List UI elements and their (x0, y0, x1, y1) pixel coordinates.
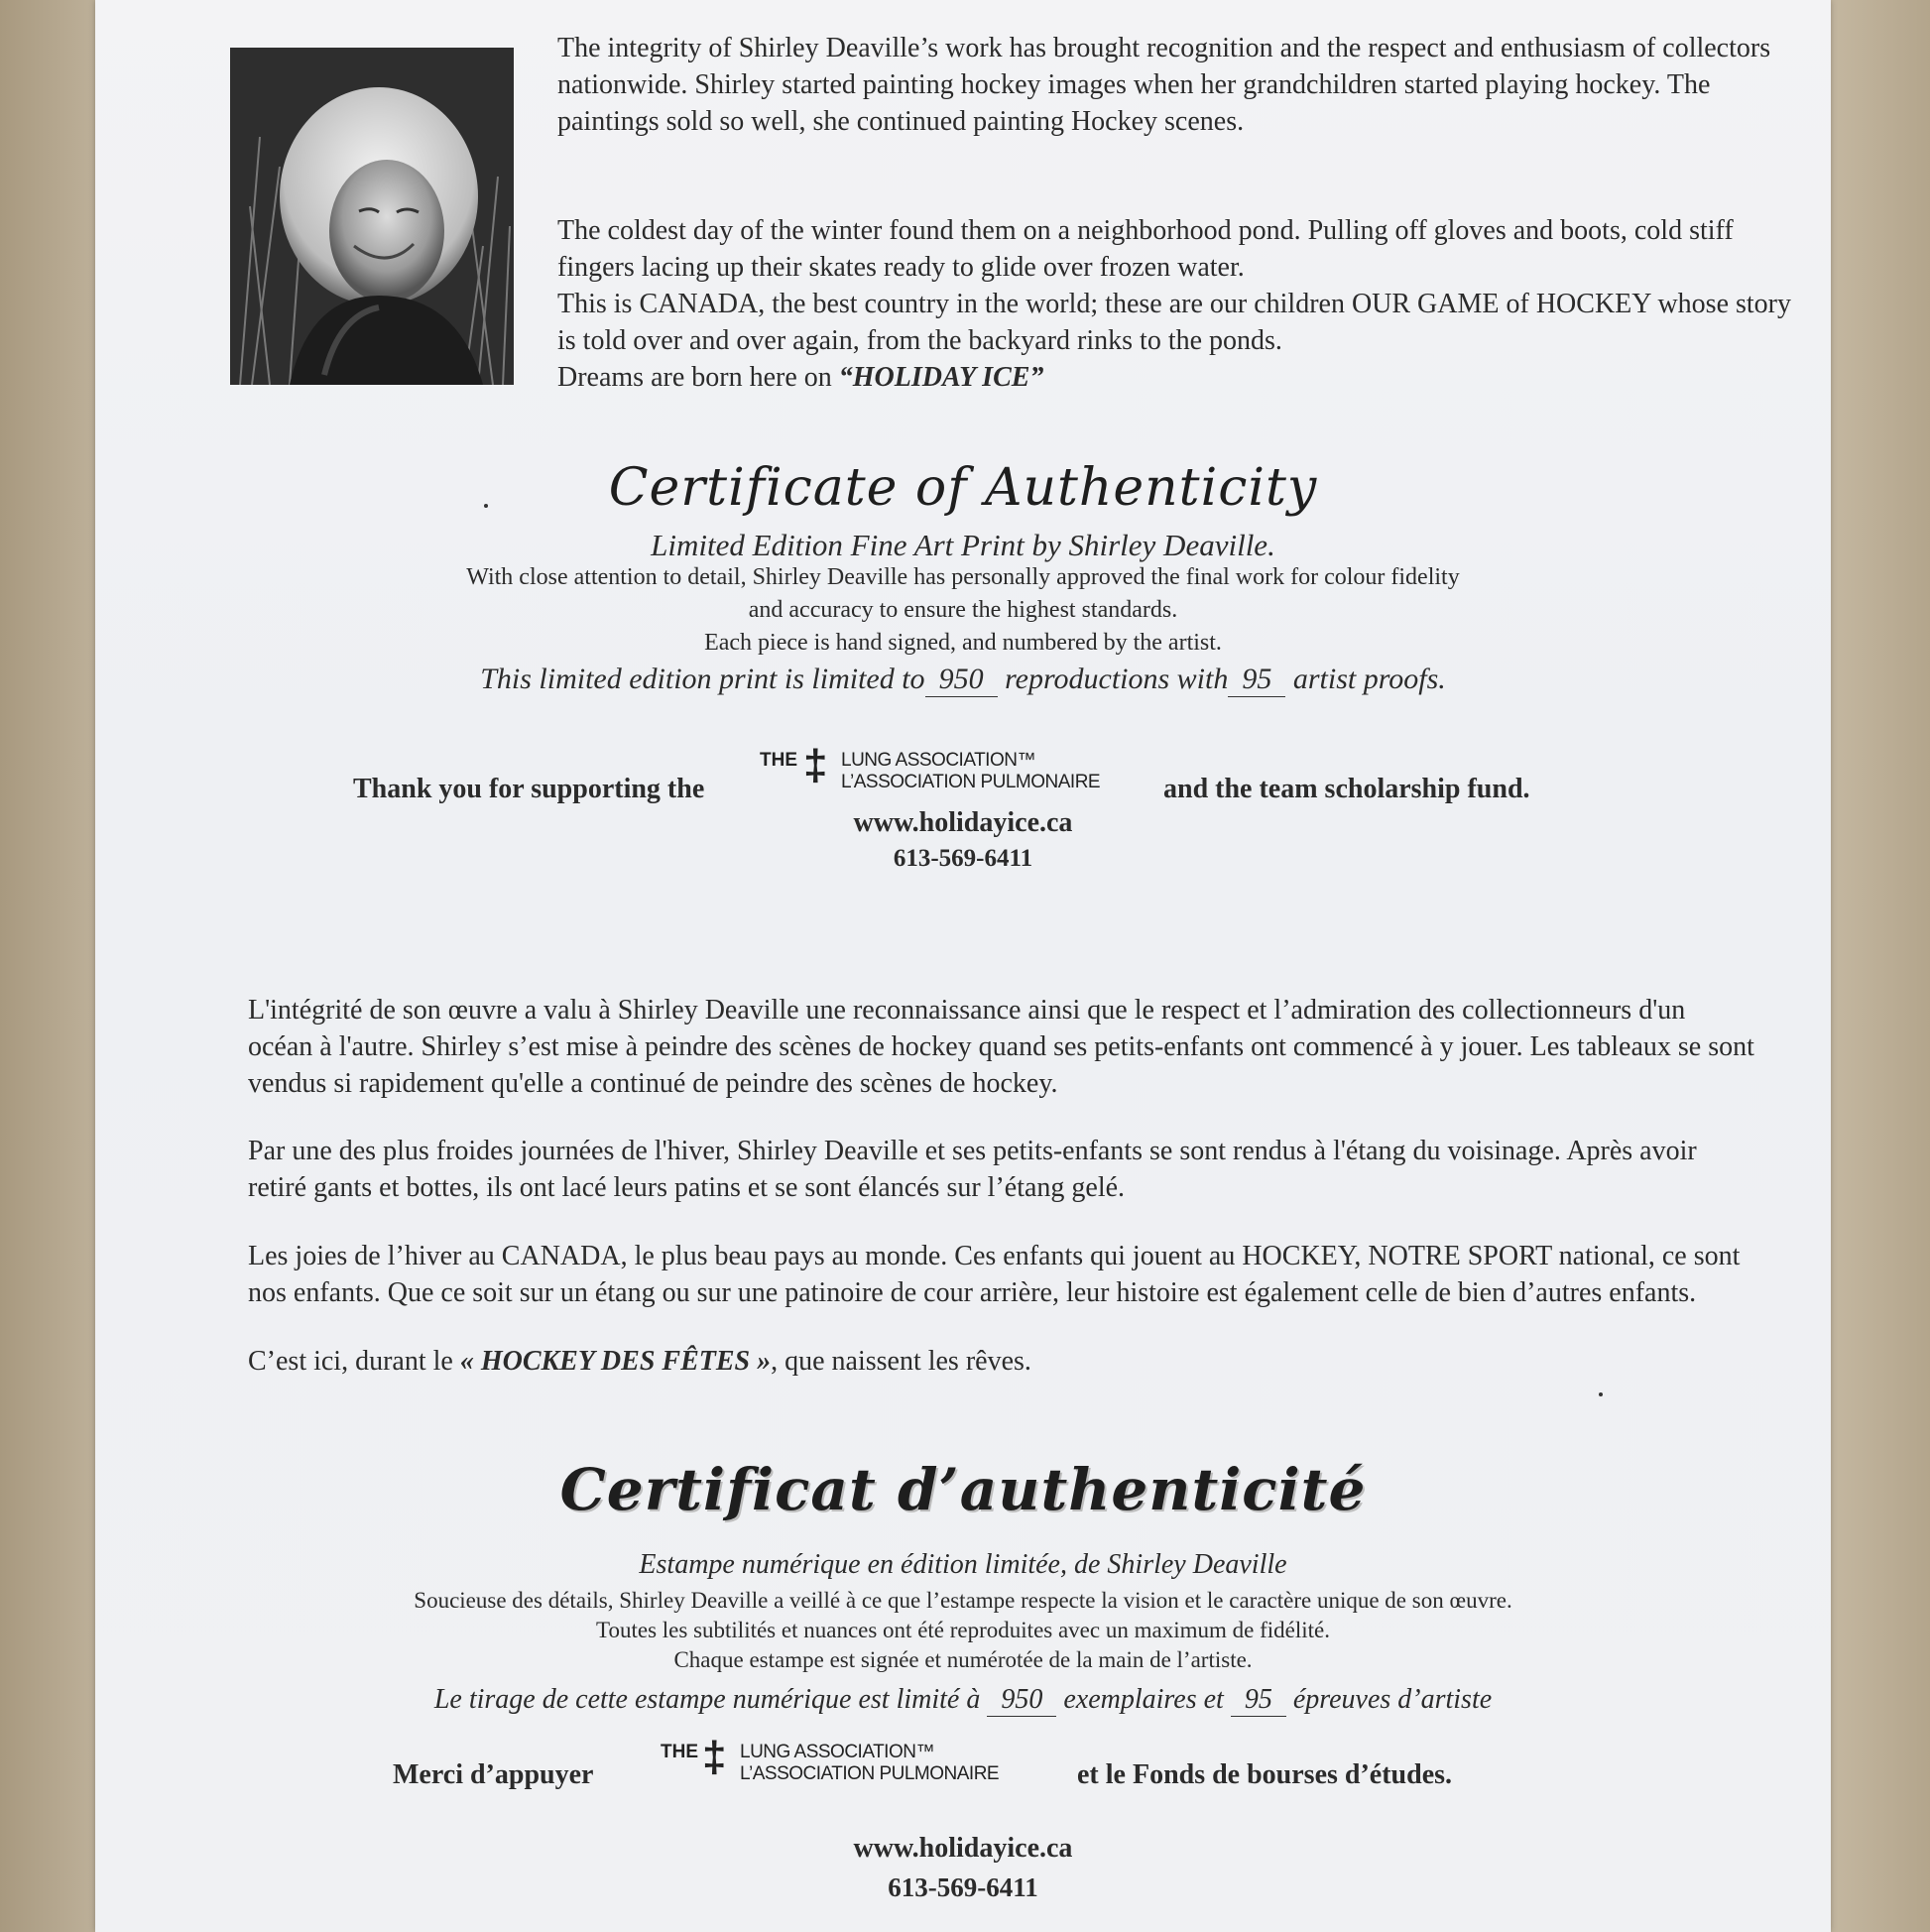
french-closing-suffix: , que naissent les rêves. (771, 1346, 1031, 1377)
english-thanks-suffix: and the team scholarship fund. (1163, 774, 1530, 804)
lung-logo-line-2-fr: L’ASSOCIATION PULMONAIRE (740, 1763, 1000, 1784)
french-detail-line-2: Toutes les subtilités et nuances ont été reproduites avec un maximum de fidélité. (596, 1618, 1330, 1642)
french-intro-paragraph: L'intégrité de son œuvre a valu à Shirley Deaville une reconnaissance ainsi que le respect et l’admiration des collectionneurs d'un océan à l'autre. Shirley s’est mise à peindre des scènes de hockey quand ses petits-enfants ont commencé à y jouer. Les tableaux se sont vendus si rapidement qu'elle a continué de peindre des scènes de hockey. (248, 995, 1754, 1099)
french-proof-count: 95 (1231, 1684, 1286, 1717)
backdrop-left (0, 0, 95, 1932)
lung-logo-line-1: LUNG ASSOCIATION™ (841, 750, 1035, 771)
double-cross-icon: ‡ (803, 741, 828, 789)
paper-speck (1599, 1392, 1603, 1396)
english-website: www.holidayice.ca (853, 807, 1073, 838)
french-canada-paragraph: Les joies de l’hiver au CANADA, le plus beau pays au monde. Ces enfants qui jouent au HOCKEY, NOTRE SPORT national, ce sont nos enfants. Que ce soit sur un étang ou sur une patinoire de cour arrière, leur histoire est également celle de bien d’autres enfants. (248, 1241, 1741, 1308)
english-thanks-prefix: Thank you for supporting the (353, 774, 705, 804)
english-story-line-1: The coldest day of the winter found them on a neighborhood pond. Pulling off gloves and boots, cold stiff fingers lacing up their skates ready to glide over frozen water. (557, 215, 1734, 283)
french-limit-suffix: épreuves d’artiste (1292, 1684, 1493, 1715)
artist-photo (230, 48, 514, 385)
english-intro-paragraph: The integrity of Shirley Deaville’s work has brought recognition and the respect and enthusiasm of collectors nationwide. Shirley started painting hockey images when her grandchildren started playing hockey. The paintings sold so well, she continued painting Hockey scenes. (557, 33, 1771, 137)
english-story-line-2: This is CANADA, the best country in the world; these are our children OUR GAME of HOCKEY whose story is told over and over again, from the backyard rinks to the ponds. (557, 289, 1791, 356)
certificate-page (95, 0, 1831, 1932)
english-limit-prefix: This limited edition print is limited to (480, 663, 925, 695)
english-proof-count: 95 (1228, 663, 1285, 697)
french-edition-limit (95, 1684, 1831, 1717)
english-story-line-3 (557, 359, 1807, 396)
double-cross-icon: ‡ (702, 1733, 727, 1781)
lung-logo-line-1-fr: LUNG ASSOCIATION™ (740, 1742, 934, 1762)
english-limit-middle: reproductions with (1005, 663, 1229, 695)
english-subtitle: Limited Edition Fine Art Print by Shirley Deaville. (651, 528, 1275, 562)
artist-portrait-image (230, 48, 514, 385)
english-detail-line-3: Each piece is hand signed, and numbered by the artist. (704, 630, 1222, 656)
english-story-paragraph (557, 212, 1807, 396)
english-limit-suffix: artist proofs. (1292, 663, 1446, 695)
english-edition-limit (95, 663, 1831, 697)
french-closing-prefix: C’est ici, durant le (248, 1346, 460, 1377)
french-story-paragraph: Par une des plus froides journées de l'hiver, Shirley Deaville et ses petits-enfants se sont rendus à l'étang du voisinage. Après avoir retiré gants et bottes, ils ont lacé leurs patins et se sont élancés sur l’étang gelé. (248, 1136, 1697, 1203)
lung-association-logo-french (661, 1733, 1067, 1789)
english-detail-line-2: and accuracy to ensure the highest standards. (748, 597, 1178, 623)
french-closing-line (248, 1343, 1755, 1380)
french-detail-line-3: Chaque estampe est signée et numérotée de la main de l’artiste. (673, 1647, 1253, 1672)
lung-association-logo-english (760, 741, 1176, 797)
lung-logo-the-fr: THE (661, 1742, 698, 1762)
french-detail-line-1: Soucieuse des détails, Shirley Deaville a veillé à ce que l’estampe respecte la vision et le caractère unique de son œuvre. (414, 1588, 1512, 1613)
french-thanks-suffix: et le Fonds de bourses d’études. (1077, 1759, 1453, 1790)
french-limit-prefix: Le tirage de cette estampe numérique est limité à (433, 1684, 981, 1715)
french-thanks-prefix: Merci d’appuyer (393, 1759, 594, 1790)
english-reproduction-count: 950 (925, 663, 998, 697)
certificate-title-english: Certificate of Authenticity (608, 458, 1318, 518)
holiday-ice-emphasis: “HOLIDAY ICE” (838, 362, 1044, 393)
french-subtitle: Estampe numérique en édition limitée, de Shirley Deaville (639, 1549, 1287, 1580)
lung-logo-the: THE (760, 750, 797, 771)
backdrop-right (1831, 0, 1930, 1932)
hockey-des-fetes-emphasis: « HOCKEY DES FÊTES » (459, 1346, 772, 1377)
english-detail-block (95, 561, 1831, 660)
certificate-title-french: Certificat d’authenticité (559, 1456, 1367, 1523)
french-detail-block (95, 1586, 1831, 1675)
paper-speck (484, 504, 488, 508)
english-detail-line-1: With close attention to detail, Shirley Deaville has personally approved the final work for colour fidelity (466, 564, 1460, 590)
english-story-line-3-prefix: Dreams are born here on (557, 362, 839, 393)
french-phone: 613-569-6411 (888, 1872, 1038, 1902)
english-phone: 613-569-6411 (893, 845, 1033, 872)
french-limit-middle: exemplaires et (1063, 1684, 1224, 1715)
french-reproduction-count: 950 (987, 1684, 1056, 1717)
french-website: www.holidayice.ca (853, 1833, 1073, 1864)
lung-logo-line-2: L’ASSOCIATION PULMONAIRE (841, 772, 1101, 792)
